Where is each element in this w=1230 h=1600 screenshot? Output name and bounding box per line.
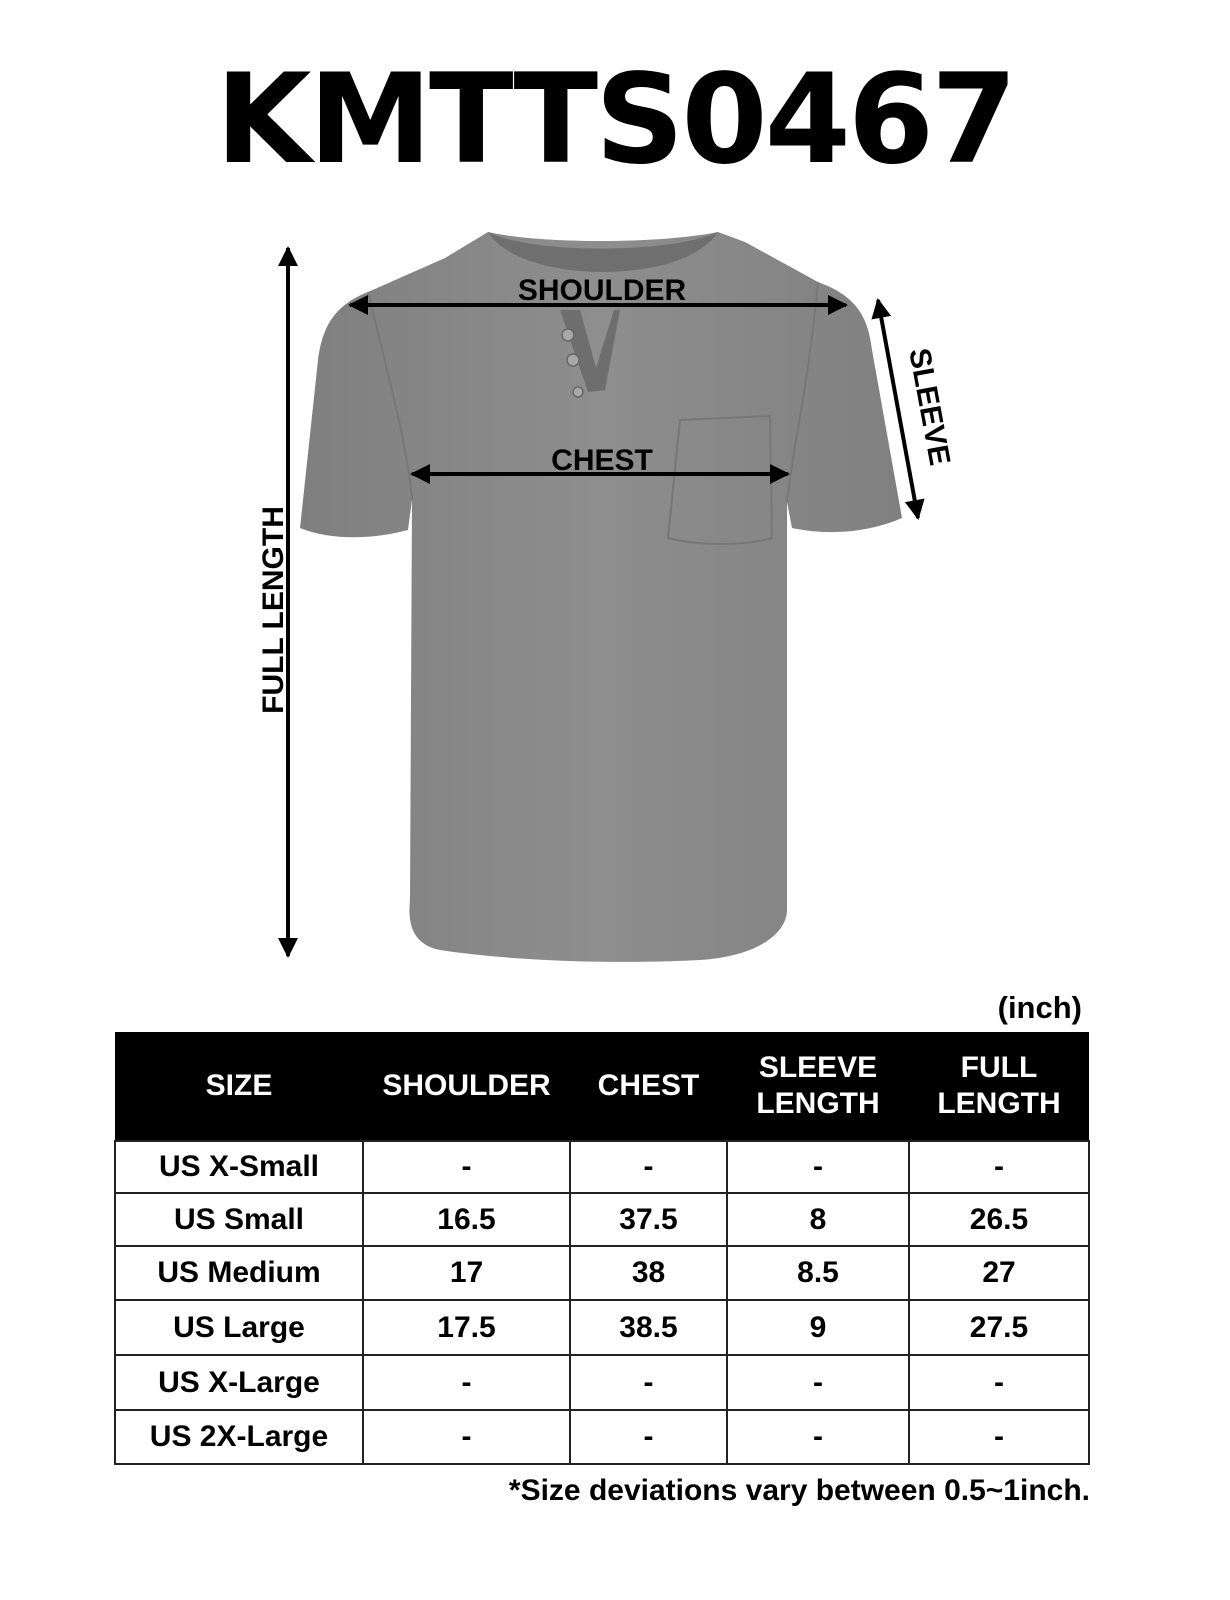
table-row: [115, 1300, 1089, 1355]
header-size: SIZE: [115, 1032, 363, 1141]
sleeve-cell: 8: [727, 1193, 909, 1246]
sleeve-cell: -: [727, 1410, 909, 1464]
header-sleeve-length: SLEEVE LENGTH: [727, 1032, 909, 1141]
button-icon: [562, 329, 574, 341]
size-cell: US X-Small: [115, 1141, 363, 1193]
shoulder-cell: 17: [363, 1246, 570, 1300]
full-length-cell: 27.5: [909, 1300, 1089, 1355]
header-chest: CHEST: [570, 1032, 727, 1141]
shoulder-cell: 17.5: [363, 1300, 570, 1355]
tshirt-measurement-diagram: [0, 220, 1230, 980]
header-full-length: FULL LENGTH: [909, 1032, 1089, 1141]
table-row: [115, 1193, 1089, 1246]
table-row: [115, 1246, 1089, 1300]
shoulder-cell: 16.5: [363, 1193, 570, 1246]
full-length-cell: -: [909, 1355, 1089, 1410]
sleeve-cell: -: [727, 1141, 909, 1193]
sleeve-cell: 9: [727, 1300, 909, 1355]
size-cell: US Medium: [115, 1246, 363, 1300]
sleeve-cell: 8.5: [727, 1246, 909, 1300]
full-length-cell: -: [909, 1410, 1089, 1464]
size-cell: US 2X-Large: [115, 1410, 363, 1464]
unit-label: (inch): [997, 990, 1082, 1025]
full-length-label: FULL LENGTH: [257, 506, 290, 714]
size-cell: US Small: [115, 1193, 363, 1246]
sleeve-cell: -: [727, 1355, 909, 1410]
sleeve-label: SLEEVE: [902, 345, 957, 469]
full-length-cell: -: [909, 1141, 1089, 1193]
chest-label: CHEST: [551, 444, 653, 477]
button-icon: [573, 387, 583, 397]
chest-cell: 37.5: [570, 1193, 727, 1246]
full-length-cell: 27: [909, 1246, 1089, 1300]
size-deviation-note: *Size deviations vary between 0.5~1inch.: [508, 1474, 1090, 1507]
size-cell: US X-Large: [115, 1355, 363, 1410]
size-cell: US Large: [115, 1300, 363, 1355]
shoulder-cell: -: [363, 1410, 570, 1464]
chest-cell: -: [570, 1141, 727, 1193]
shoulder-label: SHOULDER: [517, 274, 687, 307]
size-chart-table: [114, 1032, 1090, 1465]
header-shoulder: SHOULDER: [363, 1032, 570, 1141]
chest-cell: -: [570, 1410, 727, 1464]
table-row: [115, 1410, 1089, 1464]
shoulder-cell: -: [363, 1355, 570, 1410]
table-header-row: [115, 1032, 1089, 1141]
product-code-title: KMTTS0467: [215, 48, 1015, 192]
table-row: [115, 1355, 1089, 1410]
table-row: [115, 1141, 1089, 1193]
chest-cell: 38.5: [570, 1300, 727, 1355]
shoulder-cell: -: [363, 1141, 570, 1193]
full-length-cell: 26.5: [909, 1193, 1089, 1246]
button-icon: [567, 354, 579, 366]
chest-cell: -: [570, 1355, 727, 1410]
chest-cell: 38: [570, 1246, 727, 1300]
